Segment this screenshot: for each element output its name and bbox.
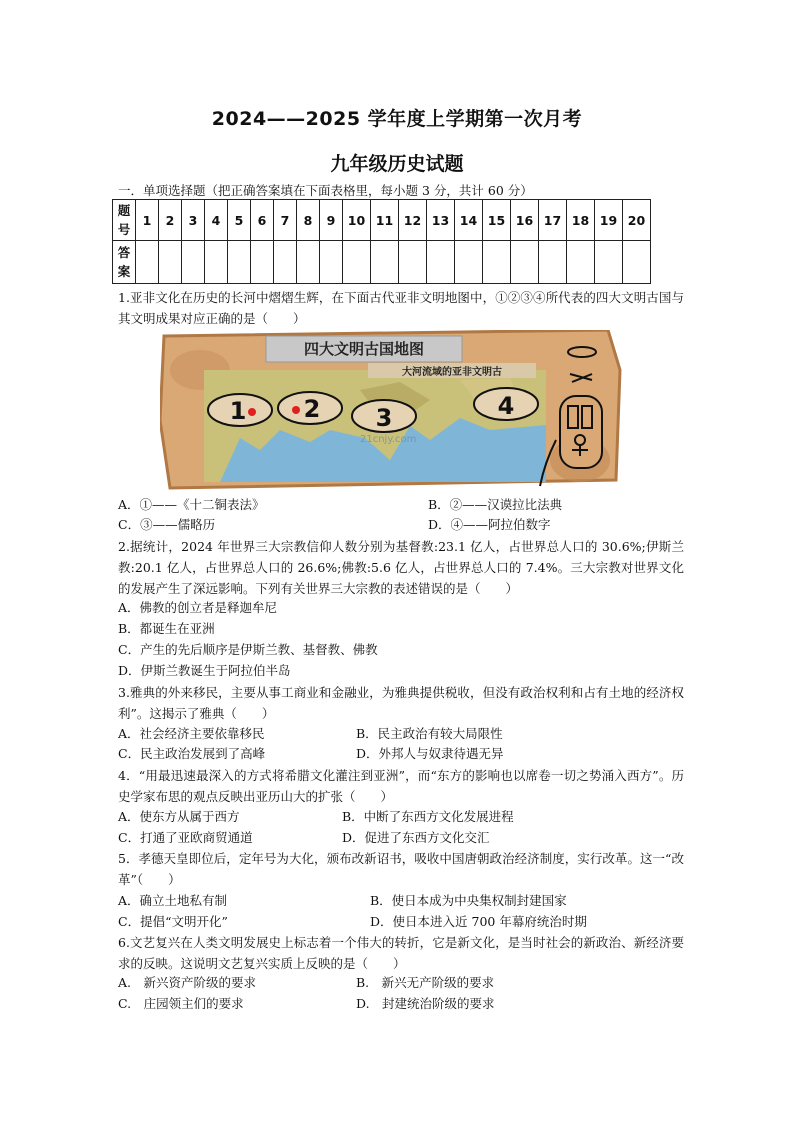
number-cell: 8 — [297, 200, 320, 241]
question-2-option-d[interactable]: D．伊斯兰教诞生于阿拉伯半岛 — [118, 663, 291, 678]
answer-cell[interactable] — [343, 241, 371, 284]
question-4-option-d[interactable]: D．促进了东西方文化交汇 — [342, 830, 490, 845]
question-4-option-a[interactable]: A．使东方从属于西方 — [118, 809, 240, 824]
answer-cell[interactable] — [595, 241, 623, 284]
question-2-option-c[interactable]: C．产生的先后顺序是伊斯兰教、基督教、佛教 — [118, 642, 378, 657]
number-cell: 10 — [343, 200, 371, 241]
question-6-option-b[interactable]: B. 新兴无产阶级的要求 — [356, 975, 495, 990]
number-cell: 20 — [623, 200, 651, 241]
number-cell: 11 — [371, 200, 399, 241]
number-cell: 13 — [427, 200, 455, 241]
answer-cell[interactable] — [483, 241, 511, 284]
number-cell: 6 — [251, 200, 274, 241]
answer-cell[interactable] — [274, 241, 297, 284]
answer-cell[interactable] — [136, 241, 159, 284]
number-cell: 4 — [205, 200, 228, 241]
question-5-option-b[interactable]: B．使日本成为中央集权制封建国家 — [370, 893, 567, 908]
answer-cell[interactable] — [455, 241, 483, 284]
number-cell: 1 — [136, 200, 159, 241]
answer-cell[interactable] — [320, 241, 343, 284]
question-1-option-b[interactable]: B．②——汉谟拉比法典 — [428, 497, 563, 512]
question-3-option-c[interactable]: C．民主政治发展到了高峰 — [118, 746, 266, 761]
answer-cell[interactable] — [427, 241, 455, 284]
answer-cell[interactable] — [567, 241, 595, 284]
section-heading: 一．单项选择题（把正确答案填在下面表格里，每小题 3 分，共计 60 分） — [118, 183, 533, 198]
question-6-stem: 6.文艺复兴在人类文明发展史上标志着一个伟大的转折，它是新文化，是当时社会的新政治、新经济要求的反映。这说明文艺复兴实质上反映的是（ ） — [118, 935, 684, 971]
answer-cell[interactable] — [297, 241, 320, 284]
question-6-option-d[interactable]: D. 封建统治阶级的要求 — [356, 996, 495, 1011]
number-cell: 14 — [455, 200, 483, 241]
question-6-option-a[interactable]: A. 新兴资产阶级的要求 — [118, 975, 257, 990]
ancient-civilizations-map — [160, 330, 622, 490]
number-cell: 7 — [274, 200, 297, 241]
question-2-option-b[interactable]: B．都诞生在亚洲 — [118, 621, 215, 636]
question-5-option-a[interactable]: A．确立土地私有制 — [118, 893, 228, 908]
question-3-option-a[interactable]: A．社会经济主要依靠移民 — [118, 726, 265, 741]
map-label-4: 4 — [497, 392, 515, 420]
number-cell: 2 — [159, 200, 182, 241]
map-title: 四大文明古国地图 — [303, 340, 425, 358]
answer-cell[interactable] — [623, 241, 651, 284]
question-6-option-c[interactable]: C. 庄园领主们的要求 — [118, 996, 244, 1011]
answer-cell[interactable] — [228, 241, 251, 284]
question-2-stem: 2.据统计，2024 年世界三大宗教信仰人数分别为基督教:23.1 亿人，占世界总人口的 30.6%;伊斯兰教:20.1 亿人，占世界总人口的 26.6%;佛教:5.6 亿人，占世界总人口的 7.4%。三大宗教对世界文化的发展产生了深远影响。下列有关世界三大宗教的表述错误的是（ ） — [118, 539, 684, 596]
number-cell: 19 — [595, 200, 623, 241]
row-label-question-number: 题 号 — [113, 200, 136, 241]
question-3-option-b[interactable]: B．民主政治有较大局限性 — [356, 726, 503, 741]
answer-cell[interactable] — [371, 241, 399, 284]
number-cell: 18 — [567, 200, 595, 241]
number-cell: 12 — [399, 200, 427, 241]
answer-cell[interactable] — [159, 241, 182, 284]
question-4-option-c[interactable]: C．打通了亚欧商贸通道 — [118, 830, 253, 845]
answer-cell[interactable] — [182, 241, 205, 284]
number-cell: 3 — [182, 200, 205, 241]
map-banner: 大河流域的亚非文明古 — [402, 367, 502, 378]
question-5-option-d[interactable]: D．使日本进入近 700 年幕府统治时期 — [370, 914, 587, 929]
question-1-option-d[interactable]: D．④——阿拉伯数字 — [428, 517, 551, 532]
question-1-option-c[interactable]: C．③——儒略历 — [118, 517, 216, 532]
answer-cell[interactable] — [539, 241, 567, 284]
answer-table — [112, 199, 651, 284]
row-label-answer: 答 案 — [113, 241, 136, 284]
question-2-option-a[interactable]: A．佛教的创立者是释迦牟尼 — [118, 600, 278, 615]
number-cell: 17 — [539, 200, 567, 241]
map-label-3: 3 — [375, 404, 393, 432]
question-5-stem: 5．孝德天皇即位后，定年号为大化，颁布改新诏书，吸收中国唐朝政治经济制度，实行改革。这一“改革”（ ） — [118, 851, 684, 887]
answer-cell[interactable] — [511, 241, 539, 284]
map-label-1: 1 — [229, 397, 247, 425]
question-1-option-a[interactable]: A．①——《十二铜表法》 — [118, 497, 265, 512]
answer-table-number-row — [113, 200, 651, 241]
number-cell: 9 — [320, 200, 343, 241]
question-3-stem: 3.雅典的外来移民，主要从事工商业和金融业，为雅典提供税收，但没有政治权利和占有土地的经济权利”。这揭示了雅典（ ） — [118, 685, 684, 721]
question-5-option-c[interactable]: C．提倡“文明开化” — [118, 914, 228, 929]
number-cell: 16 — [511, 200, 539, 241]
answer-table-answer-row — [113, 241, 651, 284]
map-watermark: 21cnjy.com — [360, 434, 417, 445]
map-label-2: 2 — [303, 395, 321, 423]
number-cell: 15 — [483, 200, 511, 241]
question-4-option-b[interactable]: B．中断了东西方文化发展进程 — [342, 809, 514, 824]
question-1-stem: 1.亚非文化在历史的长河中熠熠生辉，在下面古代亚非文明地图中，①②③④所代表的四大文明古国与其文明成果对应正确的是（ ） — [118, 290, 684, 326]
exam-title: 2024——2025 学年度上学期第一次月考 — [211, 108, 583, 130]
question-3-option-d[interactable]: D．外邦人与奴隶待遇无异 — [356, 746, 504, 761]
question-4-stem: 4．“用最迅速最深入的方式将希腊文化灌注到亚洲”，而“东方的影响也以席卷一切之势涌入西方”。历史学家布思的观点反映出亚历山大的扩张（ ） — [118, 768, 684, 804]
exam-subtitle: 九年级历史试题 — [330, 153, 464, 175]
answer-cell[interactable] — [399, 241, 427, 284]
answer-cell[interactable] — [205, 241, 228, 284]
answer-cell[interactable] — [251, 241, 274, 284]
number-cell: 5 — [228, 200, 251, 241]
